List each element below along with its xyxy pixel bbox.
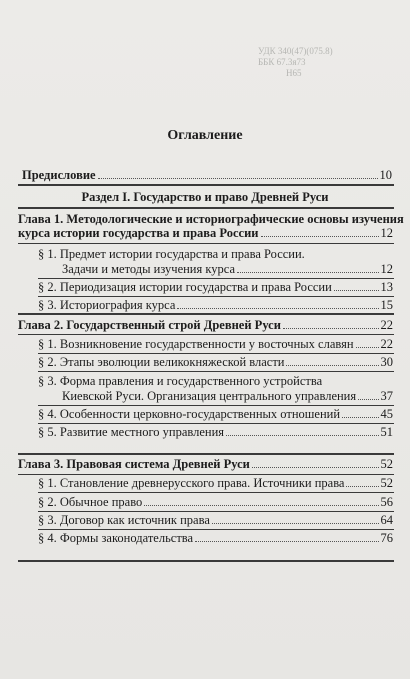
toc-entry-label: § 2. Обычное право xyxy=(38,495,143,509)
toc-item[interactable] xyxy=(62,389,393,403)
toc-page-number: 10 xyxy=(379,168,392,182)
divider xyxy=(38,296,394,297)
toc-entry-label: § 1. Становление древнерусского права. Источники права xyxy=(38,476,345,490)
toc-page-number: 22 xyxy=(380,318,393,332)
toc-page-number: 51 xyxy=(380,425,393,439)
chapter-3-title[interactable] xyxy=(18,457,393,471)
divider xyxy=(38,423,394,424)
toc-page-number: 12 xyxy=(380,226,393,240)
divider xyxy=(38,371,394,372)
dot-leader xyxy=(346,486,378,487)
toc-page-number: 37 xyxy=(380,389,393,403)
dot-leader xyxy=(342,417,378,418)
toc-item[interactable] xyxy=(38,280,393,294)
divider xyxy=(38,529,394,530)
dot-leader xyxy=(261,236,379,237)
toc-entry-label: § 4. Формы законодательства xyxy=(38,531,194,545)
divider xyxy=(18,184,394,186)
toc-item[interactable] xyxy=(38,298,393,312)
divider xyxy=(38,353,394,354)
toc-page-number: 12 xyxy=(380,262,393,276)
toc-entry-label: Глава 2. Государственный строй Древней Руси xyxy=(18,318,281,332)
toc-item[interactable]: § 1. Предмет истории государства и права России. xyxy=(38,247,305,261)
bleed-stamp-line: Н65 xyxy=(286,68,302,78)
toc-entry-label: § 2. Периодизация истории государства и права России xyxy=(38,280,332,294)
divider xyxy=(18,560,394,562)
divider xyxy=(38,405,394,406)
dot-leader xyxy=(226,435,378,436)
toc-page-number: 52 xyxy=(380,476,393,490)
divider xyxy=(18,243,394,244)
toc-entry-label: Киевской Руси. Организация центрального управления xyxy=(62,389,357,403)
toc-item[interactable] xyxy=(38,407,393,421)
toc-page-number: 56 xyxy=(380,495,393,509)
toc-entry-label: § 2. Этапы эволюции великокняжеской власти xyxy=(38,355,285,369)
toc-page-number: 22 xyxy=(380,337,393,351)
toc-page-number: 30 xyxy=(380,355,393,369)
divider xyxy=(38,278,394,279)
divider xyxy=(18,334,394,335)
toc-item[interactable] xyxy=(62,262,393,276)
toc-entry-label: § 1. Возникновение государственности у восточных славян xyxy=(38,337,354,351)
dot-leader xyxy=(286,365,378,366)
bleed-stamp-line: ББК 67.3я73 xyxy=(258,57,306,67)
toc-page-number: 64 xyxy=(380,513,393,527)
divider xyxy=(38,511,394,512)
chapter-1-title-line1[interactable]: Глава 1. Методологические и историографические основы изучения xyxy=(18,212,404,226)
toc-entry-label: курса истории государства и права России xyxy=(18,226,259,240)
toc-entry-label: Предисловие xyxy=(22,168,96,182)
dot-leader xyxy=(195,541,378,542)
divider xyxy=(18,474,394,475)
toc-item[interactable] xyxy=(38,476,393,490)
dot-leader xyxy=(144,505,378,506)
section-heading: Раздел I. Государство и право Древней Руси xyxy=(81,190,329,204)
dot-leader xyxy=(237,272,378,273)
bleed-stamp-line: УДК 340(47)(075.8) xyxy=(258,46,333,56)
toc-page-number: 15 xyxy=(380,298,393,312)
toc-item[interactable] xyxy=(38,425,393,439)
divider xyxy=(18,207,394,209)
toc-entry-label: § 3. Договор как источник права xyxy=(38,513,210,527)
toc-page-number: 52 xyxy=(380,457,393,471)
dot-leader xyxy=(356,347,379,348)
toc-title: Оглавление xyxy=(167,128,243,143)
dot-leader xyxy=(177,308,378,309)
dot-leader xyxy=(358,399,378,400)
dot-leader xyxy=(334,290,379,291)
divider xyxy=(18,313,394,315)
chapter-1-title[interactable] xyxy=(18,226,393,240)
toc-preface[interactable] xyxy=(22,168,392,182)
toc-page-number: 45 xyxy=(380,407,393,421)
toc-item[interactable] xyxy=(38,495,393,509)
toc-item[interactable]: § 3. Форма правления и государственного устройства xyxy=(38,374,323,388)
dot-leader xyxy=(252,467,379,468)
divider xyxy=(38,492,394,493)
dot-leader xyxy=(283,328,379,329)
bleed-stamp xyxy=(258,46,333,79)
divider xyxy=(18,453,394,455)
toc-item[interactable] xyxy=(38,513,393,527)
toc-item[interactable] xyxy=(38,531,393,545)
toc-item[interactable] xyxy=(38,355,393,369)
chapter-2-title[interactable] xyxy=(18,318,393,332)
toc-entry-label: Глава 3. Правовая система Древней Руси xyxy=(18,457,250,471)
dot-leader xyxy=(212,523,379,524)
toc-page-number: 13 xyxy=(380,280,393,294)
toc-entry-label: Задачи и методы изучения курса xyxy=(62,262,236,276)
toc-entry-label: § 4. Особенности церковно-государственных отношений xyxy=(38,407,341,421)
toc-page-number: 76 xyxy=(380,531,393,545)
toc-item[interactable] xyxy=(38,337,393,351)
dot-leader xyxy=(98,178,378,179)
toc-entry-label: § 3. Историография курса xyxy=(38,298,176,312)
toc-entry-label: § 5. Развитие местного управления xyxy=(38,425,225,439)
